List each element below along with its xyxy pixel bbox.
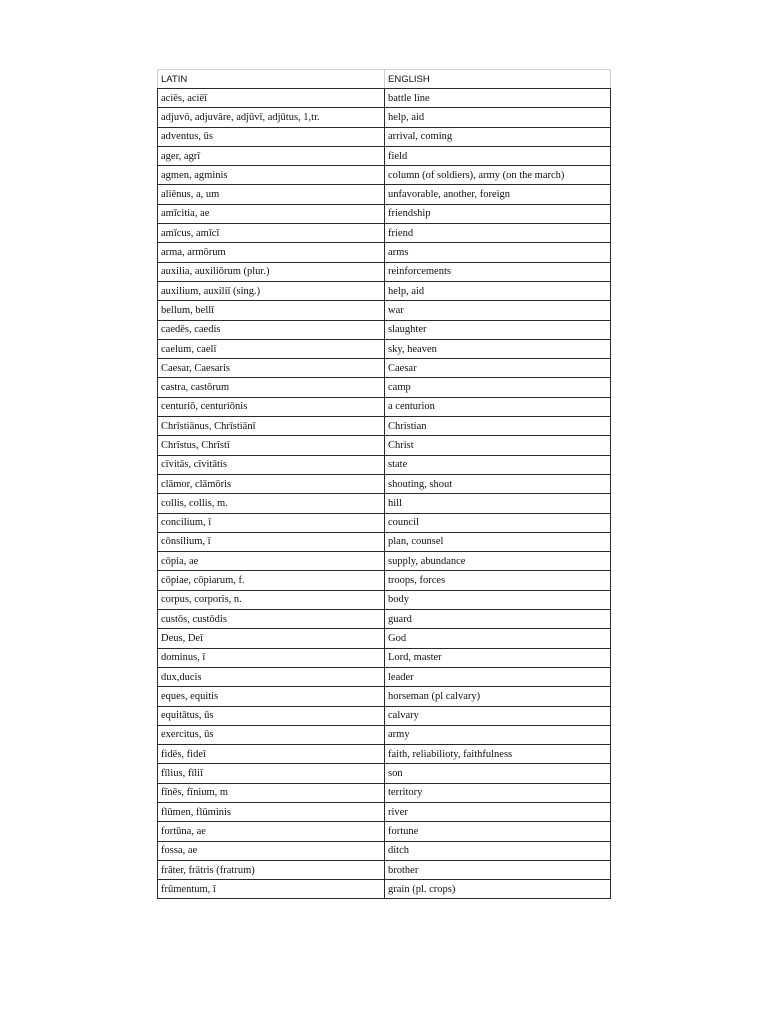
latin-cell: amīcitia, ae <box>158 204 385 223</box>
table-row <box>158 764 611 783</box>
table-row <box>158 262 611 281</box>
english-cell: troops, forces <box>385 571 611 590</box>
english-cell: sky, heaven <box>385 339 611 358</box>
table-body <box>158 89 611 899</box>
latin-cell: clāmor, clāmōris <box>158 474 385 493</box>
table-row <box>158 108 611 127</box>
latin-cell: arma, armōrum <box>158 243 385 262</box>
latin-cell: centuriō, centuriōnis <box>158 397 385 416</box>
english-cell: Christ <box>385 436 611 455</box>
english-cell: body <box>385 590 611 609</box>
latin-cell: fīnēs, fīnium, m <box>158 783 385 802</box>
english-cell: son <box>385 764 611 783</box>
latin-cell: equitātus, ūs <box>158 706 385 725</box>
table-row <box>158 417 611 436</box>
latin-cell: auxilia, auxiliōrum (plur.) <box>158 262 385 281</box>
latin-cell: bellum, bellī <box>158 301 385 320</box>
latin-cell: Chrīstiānus, Chrīstiānī <box>158 417 385 436</box>
english-cell: Lord, master <box>385 648 611 667</box>
latin-cell: aliēnus, a, um <box>158 185 385 204</box>
table-row <box>158 339 611 358</box>
english-cell: reinforcements <box>385 262 611 281</box>
english-cell: friendship <box>385 204 611 223</box>
english-cell: army <box>385 725 611 744</box>
latin-cell: dux,ducis <box>158 667 385 686</box>
latin-cell: adjuvō, adjuvāre, adjūvī, adjūtus, 1,tr. <box>158 108 385 127</box>
table-row <box>158 590 611 609</box>
english-cell: council <box>385 513 611 532</box>
english-cell: leader <box>385 667 611 686</box>
table-row <box>158 822 611 841</box>
table-row <box>158 281 611 300</box>
latin-cell: custōs, custōdis <box>158 610 385 629</box>
english-cell: God <box>385 629 611 648</box>
english-cell: friend <box>385 224 611 243</box>
english-cell: supply, abundance <box>385 552 611 571</box>
latin-cell: collis, collis, m. <box>158 494 385 513</box>
latin-cell: cīvitās, cīvitātis <box>158 455 385 474</box>
english-cell: war <box>385 301 611 320</box>
latin-cell: cōnsilium, ī <box>158 532 385 551</box>
english-cell: river <box>385 802 611 821</box>
latin-cell: fortūna, ae <box>158 822 385 841</box>
table-row <box>158 880 611 899</box>
table-row <box>158 378 611 397</box>
english-cell: shouting, shout <box>385 474 611 493</box>
table-row <box>158 571 611 590</box>
english-cell: battle line <box>385 89 611 108</box>
latin-cell: exercitus, ūs <box>158 725 385 744</box>
english-cell: a centurion <box>385 397 611 416</box>
table-row <box>158 513 611 532</box>
table-row <box>158 667 611 686</box>
table-row <box>158 359 611 378</box>
table-row <box>158 474 611 493</box>
table-row <box>158 783 611 802</box>
english-cell: column (of soldiers), army (on the march) <box>385 166 611 185</box>
latin-cell: amīcus, amīcī <box>158 224 385 243</box>
table-row <box>158 532 611 551</box>
table-row <box>158 610 611 629</box>
latin-cell: eques, equitis <box>158 687 385 706</box>
table-row <box>158 127 611 146</box>
table-row <box>158 860 611 879</box>
table-row <box>158 320 611 339</box>
latin-cell: flūmen, flūminis <box>158 802 385 821</box>
latin-cell: fossa, ae <box>158 841 385 860</box>
english-cell: hill <box>385 494 611 513</box>
english-cell: field <box>385 146 611 165</box>
latin-cell: castra, castōrum <box>158 378 385 397</box>
table-row <box>158 204 611 223</box>
table-row <box>158 494 611 513</box>
english-cell: ditch <box>385 841 611 860</box>
latin-cell: fidēs, fideī <box>158 745 385 764</box>
table-row <box>158 706 611 725</box>
english-cell: help, aid <box>385 281 611 300</box>
latin-cell: frūmentum, ī <box>158 880 385 899</box>
english-cell: arrival, coming <box>385 127 611 146</box>
table-row <box>158 243 611 262</box>
english-cell: faith, reliabilioty, faithfulness <box>385 745 611 764</box>
table-row <box>158 146 611 165</box>
latin-cell: Deus, Deī <box>158 629 385 648</box>
latin-cell: corpus, corporis, n. <box>158 590 385 609</box>
english-cell: grain (pl. crops) <box>385 880 611 899</box>
english-cell: territory <box>385 783 611 802</box>
table-row <box>158 648 611 667</box>
table-row <box>158 185 611 204</box>
latin-cell: dominus, ī <box>158 648 385 667</box>
latin-cell: concilium, ī <box>158 513 385 532</box>
english-cell: horseman (pl calvary) <box>385 687 611 706</box>
table-row <box>158 745 611 764</box>
vocabulary-table <box>157 69 611 899</box>
latin-cell: cōpia, ae <box>158 552 385 571</box>
table-row <box>158 166 611 185</box>
header-latin: LATIN <box>158 70 385 89</box>
english-cell: Caesar <box>385 359 611 378</box>
latin-cell: cōpiae, cōpiarum, f. <box>158 571 385 590</box>
table-row <box>158 725 611 744</box>
table-row <box>158 224 611 243</box>
table-row <box>158 629 611 648</box>
table-row <box>158 89 611 108</box>
table-row <box>158 802 611 821</box>
table-row <box>158 552 611 571</box>
latin-cell: Chrīstus, Chrīstī <box>158 436 385 455</box>
english-cell: unfavorable, another, foreign <box>385 185 611 204</box>
english-cell: guard <box>385 610 611 629</box>
table-row <box>158 436 611 455</box>
english-cell: help, aid <box>385 108 611 127</box>
english-cell: brother <box>385 860 611 879</box>
english-cell: fortune <box>385 822 611 841</box>
header-english: ENGLISH <box>385 70 611 89</box>
english-cell: state <box>385 455 611 474</box>
english-cell: slaughter <box>385 320 611 339</box>
latin-cell: auxilium, auxiliī (sing.) <box>158 281 385 300</box>
table-header-row <box>158 70 611 89</box>
latin-cell: ager, agrī <box>158 146 385 165</box>
table-row <box>158 841 611 860</box>
latin-cell: Caesar, Caesaris <box>158 359 385 378</box>
english-cell: camp <box>385 378 611 397</box>
table-row <box>158 397 611 416</box>
latin-cell: agmen, agminis <box>158 166 385 185</box>
english-cell: calvary <box>385 706 611 725</box>
latin-cell: caedēs, caedis <box>158 320 385 339</box>
table-row <box>158 301 611 320</box>
english-cell: plan, counsel <box>385 532 611 551</box>
table-row <box>158 455 611 474</box>
latin-cell: aciēs, aciēī <box>158 89 385 108</box>
table-row <box>158 687 611 706</box>
english-cell: arms <box>385 243 611 262</box>
english-cell: Christian <box>385 417 611 436</box>
latin-cell: adventus, ūs <box>158 127 385 146</box>
latin-cell: fīlius, fīliī <box>158 764 385 783</box>
latin-cell: frāter, frātris (fratrum) <box>158 860 385 879</box>
latin-cell: caelum, caelī <box>158 339 385 358</box>
